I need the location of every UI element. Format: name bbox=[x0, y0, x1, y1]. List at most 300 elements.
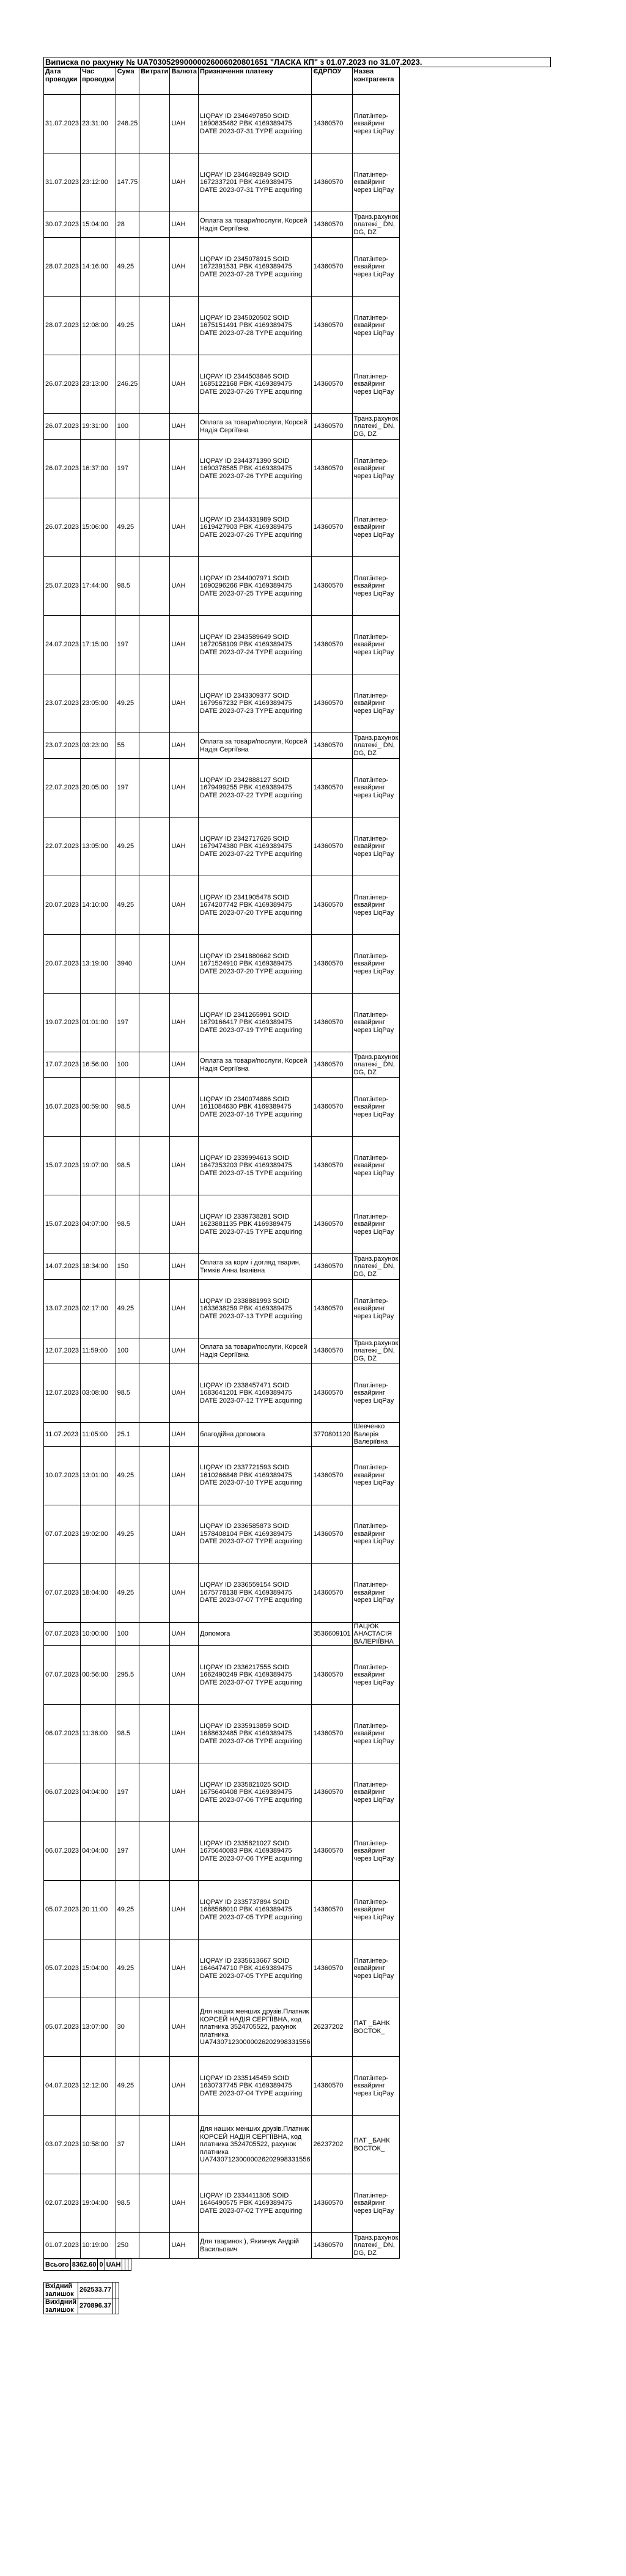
cell-expenses bbox=[139, 1998, 170, 2057]
cell-amount: 49.25 bbox=[116, 2057, 139, 2116]
cell-edrpou: 14360570 bbox=[312, 994, 352, 1052]
cell-amount: 49.25 bbox=[116, 1505, 139, 1563]
cell-date: 23.07.2023 bbox=[44, 733, 81, 759]
cell-counterparty: Плат.інтер-еквайринг через LiqPay bbox=[352, 1505, 400, 1563]
cell-amount: 147.75 bbox=[116, 153, 139, 212]
cell-edrpou: 14360570 bbox=[312, 1364, 352, 1423]
cell-date: 22.07.2023 bbox=[44, 817, 81, 876]
cell-counterparty: ПАТ _БАНК ВОСТОК_ bbox=[352, 1998, 400, 2057]
cell-edrpou: 14360570 bbox=[312, 297, 352, 355]
cell-expenses bbox=[139, 297, 170, 355]
cell-time: 15:04:00 bbox=[81, 212, 116, 238]
cell-counterparty: Плат.інтер-еквайринг через LiqPay bbox=[352, 1446, 400, 1505]
table-row bbox=[44, 1137, 400, 1195]
cell-currency: UAH bbox=[170, 1195, 199, 1254]
cell-edrpou: 14360570 bbox=[312, 1822, 352, 1881]
cell-time: 12:08:00 bbox=[81, 297, 116, 355]
cell-purpose: LIQPAY ID 2335145459 SOID 1630737745 PBK 4169389475 DATE 2023-07-04 TYPE acquiring bbox=[199, 2057, 312, 2116]
cell-currency: UAH bbox=[170, 1078, 199, 1137]
cell-time: 18:34:00 bbox=[81, 1254, 116, 1280]
cell-currency: UAH bbox=[170, 2174, 199, 2233]
cell-amount: 295.5 bbox=[116, 1646, 139, 1705]
cell-edrpou: 14360570 bbox=[312, 95, 352, 153]
table-row bbox=[44, 238, 400, 297]
cell-edrpou: 14360570 bbox=[312, 1939, 352, 1998]
cell-edrpou: 14360570 bbox=[312, 1052, 352, 1078]
cell-counterparty: Транз.рахунок платежі_ DN, DG, DZ bbox=[352, 733, 400, 759]
cell-time: 16:37:00 bbox=[81, 440, 116, 498]
cell-time: 17:44:00 bbox=[81, 557, 116, 616]
cell-time: 16:56:00 bbox=[81, 1052, 116, 1078]
cell-time: 19:07:00 bbox=[81, 1137, 116, 1195]
cell-expenses bbox=[139, 153, 170, 212]
cell-amount: 98.5 bbox=[116, 1705, 139, 1763]
cell-currency: UAH bbox=[170, 1881, 199, 1939]
cell-date: 06.07.2023 bbox=[44, 1822, 81, 1881]
cell-currency: UAH bbox=[170, 440, 199, 498]
cell-date: 05.07.2023 bbox=[44, 1939, 81, 1998]
cell-date: 20.07.2023 bbox=[44, 876, 81, 935]
cell-purpose: LIQPAY ID 2344331989 SOID 1619427903 PBK 4169389475 DATE 2023-07-26 TYPE acquiring bbox=[199, 498, 312, 557]
table-row bbox=[44, 2057, 400, 2116]
cell-currency: UAH bbox=[170, 1137, 199, 1195]
cell-amount: 246.25 bbox=[116, 355, 139, 414]
cell-counterparty: Плат.інтер-еквайринг через LiqPay bbox=[352, 153, 400, 212]
cell-counterparty: Плат.інтер-еквайринг через LiqPay bbox=[352, 616, 400, 674]
cell-expenses bbox=[139, 876, 170, 935]
cell-purpose: LIQPAY ID 2336217555 SOID 1662490249 PBK 4169389475 DATE 2023-07-07 TYPE acquiring bbox=[199, 1646, 312, 1705]
cell-edrpou: 3770801120 bbox=[312, 1423, 352, 1447]
cell-date: 05.07.2023 bbox=[44, 1998, 81, 2057]
cell-expenses bbox=[139, 1078, 170, 1137]
cell-date: 13.07.2023 bbox=[44, 1280, 81, 1338]
cell-edrpou: 14360570 bbox=[312, 1446, 352, 1505]
cell-currency: UAH bbox=[170, 616, 199, 674]
cell-expenses bbox=[139, 355, 170, 414]
cell-expenses bbox=[139, 1254, 170, 1280]
cell-date: 26.07.2023 bbox=[44, 355, 81, 414]
cell-time: 20:05:00 bbox=[81, 759, 116, 817]
cell-purpose: LIQPAY ID 2340074886 SOID 1611084630 PBK 4169389475 DATE 2023-07-16 TYPE acquiring bbox=[199, 1078, 312, 1137]
cell-currency: UAH bbox=[170, 733, 199, 759]
cell-currency: UAH bbox=[170, 1763, 199, 1822]
header-counterparty: Назва контрагента bbox=[352, 68, 400, 95]
cell-date: 16.07.2023 bbox=[44, 1078, 81, 1137]
cell-counterparty: Плат.інтер-еквайринг через LiqPay bbox=[352, 1646, 400, 1705]
cell-time: 19:02:00 bbox=[81, 1505, 116, 1563]
header-expenses: Витрати bbox=[139, 68, 170, 95]
table-row bbox=[44, 440, 400, 498]
cell-date: 11.07.2023 bbox=[44, 1423, 81, 1447]
cell-expenses bbox=[139, 498, 170, 557]
table-row bbox=[44, 2233, 400, 2259]
cell-currency: UAH bbox=[170, 95, 199, 153]
cell-expenses bbox=[139, 2057, 170, 2116]
cell-purpose: Оплата за товари/послуги, Корсей Надія Сергіївна bbox=[199, 212, 312, 238]
table-row bbox=[44, 1622, 400, 1646]
cell-purpose: LIQPAY ID 2334411305 SOID 1646490575 PBK 4169389475 DATE 2023-07-02 TYPE acquiring bbox=[199, 2174, 312, 2233]
cell-purpose: LIQPAY ID 2341880662 SOID 1671524910 PBK 4169389475 DATE 2023-07-20 TYPE acquiring bbox=[199, 935, 312, 994]
cell-currency: UAH bbox=[170, 1646, 199, 1705]
cell-time: 13:05:00 bbox=[81, 817, 116, 876]
cell-amount: 98.5 bbox=[116, 1364, 139, 1423]
table-row bbox=[44, 1364, 400, 1423]
table-row bbox=[44, 1939, 400, 1998]
totals-row bbox=[44, 2259, 131, 2271]
table-row bbox=[44, 2174, 400, 2233]
cell-currency: UAH bbox=[170, 414, 199, 440]
cell-counterparty: Плат.інтер-еквайринг через LiqPay bbox=[352, 1280, 400, 1338]
table-row bbox=[44, 1881, 400, 1939]
table-row bbox=[44, 498, 400, 557]
table-row bbox=[44, 1998, 400, 2057]
cell-expenses bbox=[139, 2233, 170, 2259]
cell-expenses bbox=[139, 1338, 170, 1364]
cell-edrpou: 14360570 bbox=[312, 876, 352, 935]
cell-purpose: LIQPAY ID 2335821025 SOID 1675640408 PBK 4169389475 DATE 2023-07-06 TYPE acquiring bbox=[199, 1763, 312, 1822]
cell-expenses bbox=[139, 557, 170, 616]
cell-currency: UAH bbox=[170, 1338, 199, 1364]
cell-edrpou: 14360570 bbox=[312, 1280, 352, 1338]
cell-amount: 197 bbox=[116, 440, 139, 498]
cell-purpose: LIQPAY ID 2335821027 SOID 1675640083 PBK 4169389475 DATE 2023-07-06 TYPE acquiring bbox=[199, 1822, 312, 1881]
cell-counterparty: Транз.рахунок платежі_ DN, DG, DZ bbox=[352, 212, 400, 238]
cell-time: 23:31:00 bbox=[81, 95, 116, 153]
cell-expenses bbox=[139, 440, 170, 498]
cell-time: 23:12:00 bbox=[81, 153, 116, 212]
cell-time: 15:06:00 bbox=[81, 498, 116, 557]
table-row bbox=[44, 1052, 400, 1078]
cell-time: 14:10:00 bbox=[81, 876, 116, 935]
opening-balance-label: Вхідний залишок bbox=[44, 2283, 78, 2298]
cell-purpose: Для наших менших друзів.Платник КОРСЕЙ НАДІЯ СЕРГІЇВНА, код платника 3524705522, рахунок платника UA743071230000026202998331556 bbox=[199, 2116, 312, 2174]
cell-currency: UAH bbox=[170, 994, 199, 1052]
cell-expenses bbox=[139, 95, 170, 153]
cell-time: 04:07:00 bbox=[81, 1195, 116, 1254]
cell-date: 24.07.2023 bbox=[44, 616, 81, 674]
cell-date: 02.07.2023 bbox=[44, 2174, 81, 2233]
cell-currency: UAH bbox=[170, 2057, 199, 2116]
cell-purpose: LIQPAY ID 2336559154 SOID 1675778138 PBK 4169389475 DATE 2023-07-07 TYPE acquiring bbox=[199, 1563, 312, 1622]
table-row bbox=[44, 1822, 400, 1881]
cell-counterparty: Транз.рахунок платежі_ DN, DG, DZ bbox=[352, 2233, 400, 2259]
balances-table bbox=[43, 2282, 119, 2314]
cell-purpose: благодійна допомога bbox=[199, 1423, 312, 1447]
cell-currency: UAH bbox=[170, 1254, 199, 1280]
cell-expenses bbox=[139, 1622, 170, 1646]
cell-purpose: LIQPAY ID 2335737894 SOID 1688568010 PBK 4169389475 DATE 2023-07-05 TYPE acquiring bbox=[199, 1881, 312, 1939]
cell-purpose: LIQPAY ID 2341905478 SOID 1674207742 PBK 4169389475 DATE 2023-07-20 TYPE acquiring bbox=[199, 876, 312, 935]
totals-amount: 8362.60 bbox=[70, 2259, 98, 2271]
cell-amount: 49.25 bbox=[116, 1446, 139, 1505]
cell-counterparty: Плат.інтер-еквайринг через LiqPay bbox=[352, 355, 400, 414]
cell-edrpou: 14360570 bbox=[312, 2057, 352, 2116]
cell-date: 14.07.2023 bbox=[44, 1254, 81, 1280]
cell-date: 26.07.2023 bbox=[44, 414, 81, 440]
cell-amount: 28 bbox=[116, 212, 139, 238]
cell-purpose: Допомога bbox=[199, 1622, 312, 1646]
cell-purpose: LIQPAY ID 2339738281 SOID 1623881135 PBK 4169389475 DATE 2023-07-15 TYPE acquiring bbox=[199, 1195, 312, 1254]
cell-edrpou: 14360570 bbox=[312, 1254, 352, 1280]
cell-counterparty: Плат.інтер-еквайринг через LiqPay bbox=[352, 1705, 400, 1763]
cell-date: 10.07.2023 bbox=[44, 1446, 81, 1505]
table-row bbox=[44, 876, 400, 935]
cell-amount: 3940 bbox=[116, 935, 139, 994]
cell-amount: 49.25 bbox=[116, 1939, 139, 1998]
cell-time: 23:13:00 bbox=[81, 355, 116, 414]
cell-expenses bbox=[139, 994, 170, 1052]
cell-time: 03:08:00 bbox=[81, 1364, 116, 1423]
cell-expenses bbox=[139, 1280, 170, 1338]
cell-time: 14:16:00 bbox=[81, 238, 116, 297]
cell-date: 22.07.2023 bbox=[44, 759, 81, 817]
table-row bbox=[44, 1195, 400, 1254]
cell-currency: UAH bbox=[170, 674, 199, 733]
cell-currency: UAH bbox=[170, 1052, 199, 1078]
cell-expenses bbox=[139, 1052, 170, 1078]
cell-time: 20:11:00 bbox=[81, 1881, 116, 1939]
cell-edrpou: 26237202 bbox=[312, 1998, 352, 2057]
cell-date: 07.07.2023 bbox=[44, 1563, 81, 1622]
cell-purpose: LIQPAY ID 2341265991 SOID 1679166417 PBK 4169389475 DATE 2023-07-19 TYPE acquiring bbox=[199, 994, 312, 1052]
cell-purpose: LIQPAY ID 2345020502 SOID 1675151491 PBK 4169389475 DATE 2023-07-28 TYPE acquiring bbox=[199, 297, 312, 355]
cell-expenses bbox=[139, 1137, 170, 1195]
table-row bbox=[44, 1505, 400, 1563]
cell-expenses bbox=[139, 1505, 170, 1563]
header-currency: Валюта bbox=[170, 68, 199, 95]
cell-currency: UAH bbox=[170, 1505, 199, 1563]
cell-amount: 49.25 bbox=[116, 1563, 139, 1622]
cell-date: 03.07.2023 bbox=[44, 2116, 81, 2174]
header-row bbox=[44, 68, 400, 95]
table-row bbox=[44, 414, 400, 440]
cell-edrpou: 14360570 bbox=[312, 355, 352, 414]
cell-purpose: LIQPAY ID 2342717626 SOID 1679474380 PBK 4169389475 DATE 2023-07-22 TYPE acquiring bbox=[199, 817, 312, 876]
cell-time: 01:01:00 bbox=[81, 994, 116, 1052]
cell-edrpou: 14360570 bbox=[312, 1137, 352, 1195]
cell-edrpou: 14360570 bbox=[312, 674, 352, 733]
cell-currency: UAH bbox=[170, 1280, 199, 1338]
cell-time: 13:19:00 bbox=[81, 935, 116, 994]
cell-amount: 49.25 bbox=[116, 297, 139, 355]
table-row bbox=[44, 1078, 400, 1137]
cell-amount: 49.25 bbox=[116, 876, 139, 935]
cell-currency: UAH bbox=[170, 212, 199, 238]
opening-balance-value: 262533.77 bbox=[78, 2283, 113, 2298]
table-row bbox=[44, 212, 400, 238]
cell-currency: UAH bbox=[170, 817, 199, 876]
table-row bbox=[44, 557, 400, 616]
cell-amount: 98.5 bbox=[116, 2174, 139, 2233]
cell-edrpou: 14360570 bbox=[312, 2174, 352, 2233]
cell-edrpou: 14360570 bbox=[312, 759, 352, 817]
cell-counterparty: Плат.інтер-еквайринг через LiqPay bbox=[352, 1763, 400, 1822]
cell-purpose: LIQPAY ID 2346497850 SOID 1690835482 PBK 4169389475 DATE 2023-07-31 TYPE acquiring bbox=[199, 95, 312, 153]
cell-purpose: LIQPAY ID 2344503846 SOID 1685122168 PBK 4169389475 DATE 2023-07-26 TYPE acquiring bbox=[199, 355, 312, 414]
cell-amount: 49.25 bbox=[116, 498, 139, 557]
cell-expenses bbox=[139, 238, 170, 297]
cell-currency: UAH bbox=[170, 1939, 199, 1998]
cell-edrpou: 14360570 bbox=[312, 557, 352, 616]
cell-date: 15.07.2023 bbox=[44, 1137, 81, 1195]
table-row bbox=[44, 1646, 400, 1705]
cell-counterparty: Транз.рахунок платежі_ DN, DG, DZ bbox=[352, 1254, 400, 1280]
cell-edrpou: 14360570 bbox=[312, 414, 352, 440]
cell-edrpou: 14360570 bbox=[312, 212, 352, 238]
cell-edrpou: 14360570 bbox=[312, 1078, 352, 1137]
cell-currency: UAH bbox=[170, 153, 199, 212]
cell-amount: 197 bbox=[116, 994, 139, 1052]
table-row bbox=[44, 153, 400, 212]
cell-time: 04:04:00 bbox=[81, 1822, 116, 1881]
cell-counterparty: Плат.інтер-еквайринг через LiqPay bbox=[352, 1822, 400, 1881]
transactions-table bbox=[43, 67, 400, 2259]
cell-counterparty: ПАЦЮК АНАСТАСІЯ ВАЛЕРІЇВНА bbox=[352, 1622, 400, 1646]
cell-counterparty: Плат.інтер-еквайринг через LiqPay bbox=[352, 1364, 400, 1423]
cell-date: 15.07.2023 bbox=[44, 1195, 81, 1254]
cell-currency: UAH bbox=[170, 1705, 199, 1763]
table-row bbox=[44, 1705, 400, 1763]
cell-time: 11:59:00 bbox=[81, 1338, 116, 1364]
cell-purpose: Оплата за товари/послуги, Корсей Надія Сергіївна bbox=[199, 1052, 312, 1078]
cell-date: 12.07.2023 bbox=[44, 1364, 81, 1423]
cell-currency: UAH bbox=[170, 1822, 199, 1881]
cell-edrpou: 14360570 bbox=[312, 1705, 352, 1763]
cell-currency: UAH bbox=[170, 1446, 199, 1505]
table-row bbox=[44, 1338, 400, 1364]
cell-time: 17:15:00 bbox=[81, 616, 116, 674]
cell-amount: 55 bbox=[116, 733, 139, 759]
cell-expenses bbox=[139, 212, 170, 238]
cell-amount: 98.5 bbox=[116, 1137, 139, 1195]
cell-time: 10:19:00 bbox=[81, 2233, 116, 2259]
cell-date: 25.07.2023 bbox=[44, 557, 81, 616]
cell-edrpou: 14360570 bbox=[312, 817, 352, 876]
cell-time: 19:04:00 bbox=[81, 2174, 116, 2233]
cell-counterparty: Плат.інтер-еквайринг через LiqPay bbox=[352, 1881, 400, 1939]
cell-expenses bbox=[139, 1195, 170, 1254]
cell-counterparty: Плат.інтер-еквайринг через LiqPay bbox=[352, 1939, 400, 1998]
cell-counterparty: Плат.інтер-еквайринг через LiqPay bbox=[352, 1078, 400, 1137]
totals-table bbox=[43, 2259, 131, 2282]
cell-amount: 100 bbox=[116, 414, 139, 440]
cell-expenses bbox=[139, 733, 170, 759]
cell-counterparty: Плат.інтер-еквайринг через LiqPay bbox=[352, 1137, 400, 1195]
cell-edrpou: 14360570 bbox=[312, 1195, 352, 1254]
cell-amount: 49.25 bbox=[116, 1881, 139, 1939]
cell-expenses bbox=[139, 817, 170, 876]
cell-currency: UAH bbox=[170, 935, 199, 994]
cell-amount: 98.5 bbox=[116, 557, 139, 616]
cell-currency: UAH bbox=[170, 1423, 199, 1447]
cell-edrpou: 14360570 bbox=[312, 440, 352, 498]
cell-edrpou: 14360570 bbox=[312, 1505, 352, 1563]
cell-date: 31.07.2023 bbox=[44, 153, 81, 212]
cell-edrpou: 26237202 bbox=[312, 2116, 352, 2174]
cell-amount: 197 bbox=[116, 1822, 139, 1881]
cell-date: 26.07.2023 bbox=[44, 440, 81, 498]
cell-expenses bbox=[139, 1446, 170, 1505]
cell-time: 00:59:00 bbox=[81, 1078, 116, 1137]
table-row bbox=[44, 817, 400, 876]
totals-expense: 0 bbox=[98, 2259, 105, 2271]
closing-balance-row bbox=[44, 2298, 119, 2314]
cell-purpose: LIQPAY ID 2343589649 SOID 1672058109 PBK 4169389475 DATE 2023-07-24 TYPE acquiring bbox=[199, 616, 312, 674]
cell-counterparty: Плат.інтер-еквайринг через LiqPay bbox=[352, 440, 400, 498]
cell-amount: 197 bbox=[116, 1763, 139, 1822]
cell-purpose: LIQPAY ID 2339994613 SOID 1647353203 PBK 4169389475 DATE 2023-07-15 TYPE acquiring bbox=[199, 1137, 312, 1195]
cell-edrpou: 14360570 bbox=[312, 935, 352, 994]
cell-amount: 25.1 bbox=[116, 1423, 139, 1447]
cell-time: 18:04:00 bbox=[81, 1563, 116, 1622]
cell-purpose: LIQPAY ID 2338881993 SOID 1633638259 PBK 4169389475 DATE 2023-07-13 TYPE acquiring bbox=[199, 1280, 312, 1338]
cell-currency: UAH bbox=[170, 1998, 199, 2057]
cell-edrpou: 14360570 bbox=[312, 1338, 352, 1364]
cell-time: 13:07:00 bbox=[81, 1998, 116, 2057]
table-row bbox=[44, 1563, 400, 1622]
cell-counterparty: Плат.інтер-еквайринг через LiqPay bbox=[352, 238, 400, 297]
cell-date: 28.07.2023 bbox=[44, 297, 81, 355]
cell-purpose: Для наших менших друзів.Платник КОРСЕЙ НАДІЯ СЕРГІЇВНА, код платника 3524705522, рахунок платника UA743071230000026202998331556 bbox=[199, 1998, 312, 2057]
table-row bbox=[44, 994, 400, 1052]
cell-time: 11:05:00 bbox=[81, 1423, 116, 1447]
cell-purpose: Оплата за товари/послуги, Корсей Надія Сергіївна bbox=[199, 733, 312, 759]
cell-counterparty: Транз.рахунок платежі_ DN, DG, DZ bbox=[352, 414, 400, 440]
cell-expenses bbox=[139, 935, 170, 994]
cell-date: 07.07.2023 bbox=[44, 1622, 81, 1646]
cell-counterparty: Плат.інтер-еквайринг через LiqPay bbox=[352, 1563, 400, 1622]
cell-date: 20.07.2023 bbox=[44, 935, 81, 994]
cell-amount: 250 bbox=[116, 2233, 139, 2259]
cell-edrpou: 14360570 bbox=[312, 1646, 352, 1705]
closing-balance-value: 270896.37 bbox=[78, 2298, 113, 2314]
table-row bbox=[44, 733, 400, 759]
cell-counterparty: Плат.інтер-еквайринг через LiqPay bbox=[352, 994, 400, 1052]
cell-amount: 49.25 bbox=[116, 1280, 139, 1338]
cell-currency: UAH bbox=[170, 1364, 199, 1423]
cell-date: 23.07.2023 bbox=[44, 674, 81, 733]
cell-counterparty: Плат.інтер-еквайринг через LiqPay bbox=[352, 1195, 400, 1254]
cell-amount: 100 bbox=[116, 1622, 139, 1646]
cell-time: 04:04:00 bbox=[81, 1763, 116, 1822]
cell-time: 03:23:00 bbox=[81, 733, 116, 759]
cell-edrpou: 14360570 bbox=[312, 238, 352, 297]
totals-label: Всього bbox=[44, 2259, 71, 2271]
cell-amount: 100 bbox=[116, 1338, 139, 1364]
cell-purpose: LIQPAY ID 2343309377 SOID 1679567232 PBK 4169389475 DATE 2023-07-23 TYPE acquiring bbox=[199, 674, 312, 733]
header-time: Час проводки bbox=[81, 68, 116, 95]
header-purpose: Призначення платежу bbox=[199, 68, 312, 95]
cell-amount: 98.5 bbox=[116, 1078, 139, 1137]
cell-edrpou: 14360570 bbox=[312, 498, 352, 557]
cell-purpose: LIQPAY ID 2335613667 SOID 1646474710 PBK 4169389475 DATE 2023-07-05 TYPE acquiring bbox=[199, 1939, 312, 1998]
cell-edrpou: 14360570 bbox=[312, 733, 352, 759]
table-row bbox=[44, 1254, 400, 1280]
cell-time: 00:56:00 bbox=[81, 1646, 116, 1705]
cell-amount: 49.25 bbox=[116, 238, 139, 297]
opening-balance-row bbox=[44, 2283, 119, 2298]
cell-currency: UAH bbox=[170, 238, 199, 297]
cell-currency: UAH bbox=[170, 2233, 199, 2259]
cell-purpose: LIQPAY ID 2346492849 SOID 1672337201 PBK 4169389475 DATE 2023-07-31 TYPE acquiring bbox=[199, 153, 312, 212]
cell-amount: 246.25 bbox=[116, 95, 139, 153]
cell-expenses bbox=[139, 1705, 170, 1763]
cell-edrpou: 14360570 bbox=[312, 153, 352, 212]
cell-purpose: LIQPAY ID 2336585873 SOID 1578408104 PBK 4169389475 DATE 2023-07-07 TYPE acquiring bbox=[199, 1505, 312, 1563]
cell-currency: UAH bbox=[170, 557, 199, 616]
cell-counterparty: Плат.інтер-еквайринг через LiqPay bbox=[352, 935, 400, 994]
cell-expenses bbox=[139, 414, 170, 440]
